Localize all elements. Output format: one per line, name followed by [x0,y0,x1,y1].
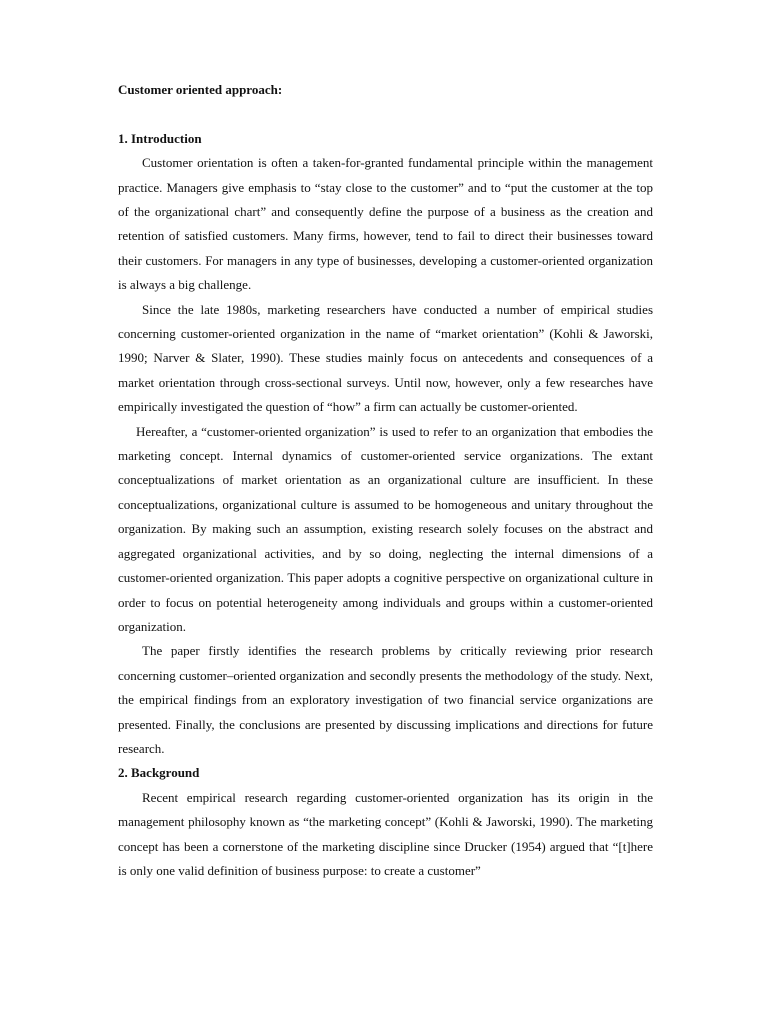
section-heading-background: 2. Background [118,765,200,781]
title-spacer [118,102,653,126]
intro-paragraph-2: Since the late 1980s, marketing researchers have conducted a number of empirical studies concerning customer-oriented organization in the name of “market orientation” (Kohli & Jaworski, 1990; Narver & Slater, 1990). These studies mainly focus on antecedents and consequences of a market orientation through cross-sectional surveys. Until now, however, only a few researches have empirically investigated the question of “how” a firm can actually be customer-oriented. [118,301,653,415]
intro-paragraph-1: Customer orientation is often a taken-for-granted fundamental principle within the management practice. Managers give emphasis to “stay close to the customer” and to “put the customer at the top of the organizational chart” and consequently define the purpose of a business as the creation and retention of satisfied customers. Many firms, however, tend to fail to direct their businesses toward their customers. For managers in any type of businesses, developing a customer-oriented organization is always a big challenge. [118,155,653,293]
intro-paragraph-3: Hereafter, a “customer-oriented organization” is used to refer to an organization that embodies the marketing concept. Internal dynamics of customer-oriented service organizations. The extant conceptualizations of market orientation as an organizational culture are insufficient. In these conceptualizations, organizational culture is assumed to be homogeneous and unitary throughout the organization. By making such an assumption, existing research solely focuses on the abstract and aggregated organizational activities, and by so doing, neglecting the internal dimensions of a customer-oriented organization. This paper adopts a cognitive perspective on organizational culture in order to focus on potential heterogeneity among individuals and groups within a customer-oriented organization. [118,423,653,634]
section-heading-introduction: 1. Introduction [118,130,202,146]
intro-paragraph-4: The paper firstly identifies the research problems by critically reviewing prior research concerning customer–oriented organization and secondly presents the methodology of the study. Next, the empirical findings from an exploratory investigation of two financial service organizations are presented. Finally, the conclusions are presented by discussing implications and directions for future research. [118,643,653,756]
document-page [118,78,653,883]
document-title: Customer oriented approach: [118,82,283,97]
background-paragraph-1: Recent empirical research regarding customer-oriented organization has its origin in the management philosophy known as “the marketing concept” (Kohli & Jaworski, 1990). The marketing concept has been a cornerstone of the marketing discipline since Drucker (1954) argued that “[t]here is only one valid definition of business purpose: to create a customer” [118,789,653,878]
